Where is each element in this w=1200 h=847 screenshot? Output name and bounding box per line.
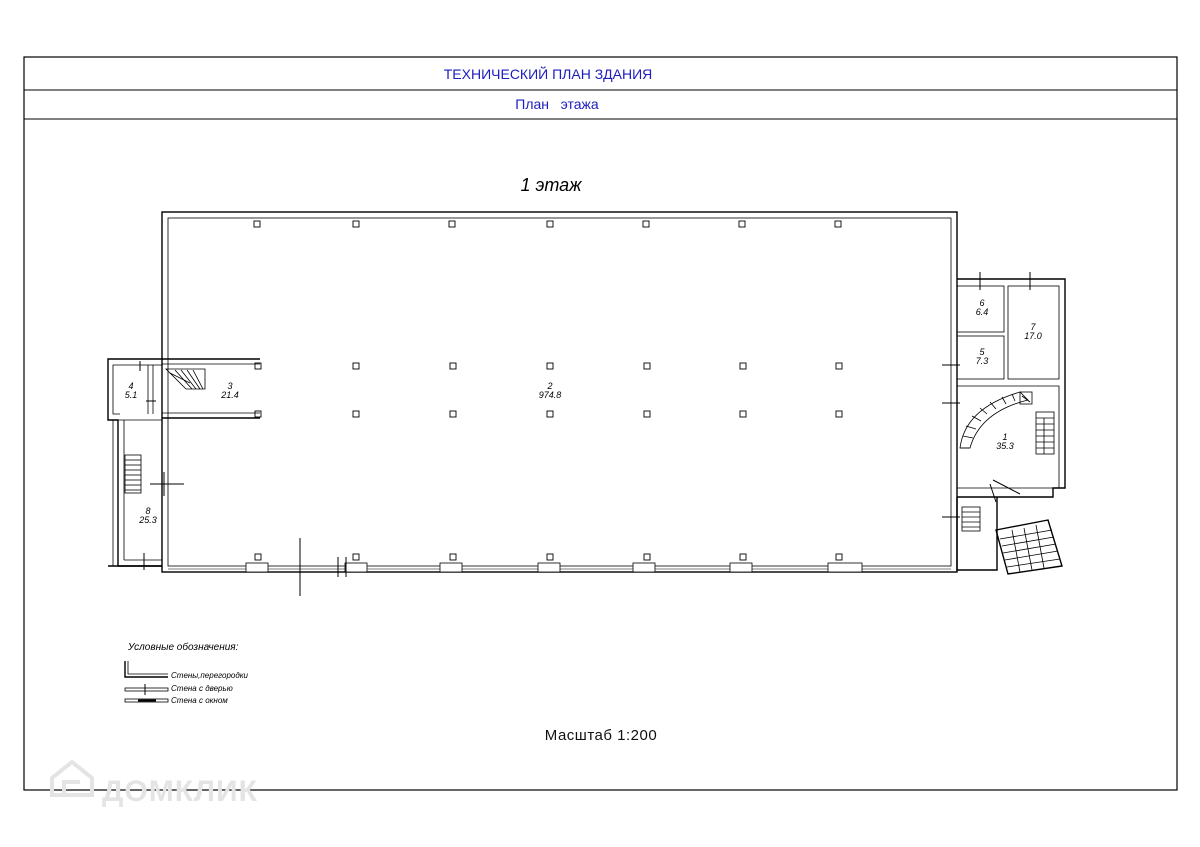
svg-text:1: 1: [1002, 432, 1008, 442]
svg-text:35.3: 35.3: [996, 441, 1014, 451]
svg-text:6.4: 6.4: [975, 307, 989, 317]
sheet-frame: [24, 57, 1177, 790]
room-label-3: [220, 381, 239, 400]
legend-label-window: Стена с окном: [171, 696, 228, 705]
svg-text:17.0: 17.0: [1024, 331, 1042, 341]
legend-symbol-window: [125, 699, 168, 702]
svg-text:8: 8: [145, 506, 151, 516]
svg-text:5.1: 5.1: [124, 390, 138, 400]
right-stair-flights: [960, 392, 1062, 574]
room-label-6: [976, 298, 989, 317]
legend-label-door: Стена с дверью: [171, 684, 233, 693]
legend-heading: Условные обозначения:: [128, 642, 239, 653]
sheet-subtitle: План этажа: [515, 96, 599, 112]
room-label-2: [539, 381, 562, 400]
svg-text:6: 6: [979, 298, 985, 308]
room-label-5: [976, 347, 989, 366]
svg-text:4: 4: [128, 381, 134, 391]
left-stair-flights: [125, 369, 205, 493]
legend-symbol-wall: [125, 661, 168, 677]
room-label-8: [138, 506, 157, 525]
legend-label-wall: Стены,перегородки: [171, 671, 249, 680]
svg-text:974.8: 974.8: [538, 390, 562, 400]
room-label-4: [125, 381, 138, 400]
room-label-7: [1024, 322, 1042, 341]
watermark-text: ДОМКЛИК: [102, 775, 258, 808]
svg-text:2: 2: [547, 381, 553, 391]
right-annex-walls: [942, 272, 1065, 570]
svg-text:7: 7: [1030, 322, 1036, 332]
svg-text:21.4: 21.4: [221, 390, 239, 400]
scale-label: Масштаб 1:200: [544, 727, 658, 744]
floor-label: 1 этаж: [520, 175, 582, 195]
bottom-window-band: [168, 538, 951, 596]
sheet-title: ТЕХНИЧЕСКИЙ ПЛАН ЗДАНИЯ: [443, 66, 653, 82]
svg-text:3: 3: [227, 381, 233, 391]
svg-text:5: 5: [979, 347, 985, 357]
legend-symbol-door: [125, 684, 168, 695]
room-label-1: [996, 432, 1014, 451]
svg-text:25.3: 25.3: [139, 515, 157, 525]
svg-text:7.3: 7.3: [975, 356, 989, 366]
